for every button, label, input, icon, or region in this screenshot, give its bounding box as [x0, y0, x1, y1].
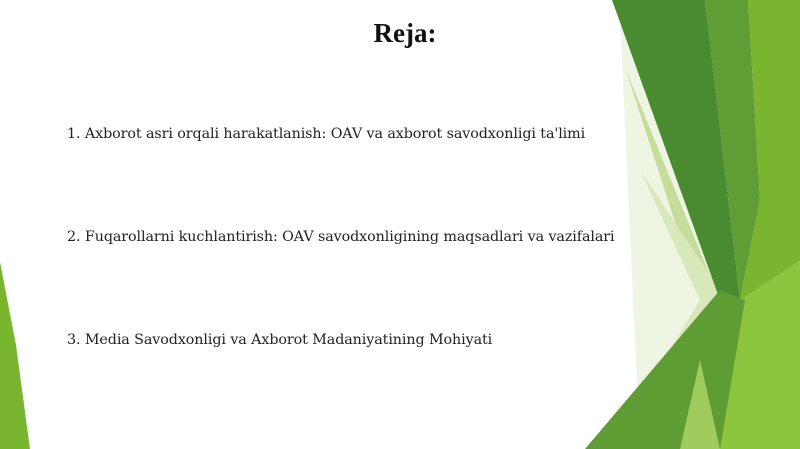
left-facet: [0, 262, 30, 449]
plan-item-2: 2. Fuqarollarni kuchlantirish: OAV savodxonligining maqsadlari va vazifalari: [67, 229, 615, 245]
plan-item-1: 1. Axborot asri orqali harakatlanish: OAV va axborot savodxonligi ta'limi: [67, 126, 586, 142]
plan-item-3: 3. Media Savodxonligi va Axborot Madaniyatining Mohiyati: [67, 332, 493, 348]
slide-title: Reja:: [373, 18, 437, 48]
